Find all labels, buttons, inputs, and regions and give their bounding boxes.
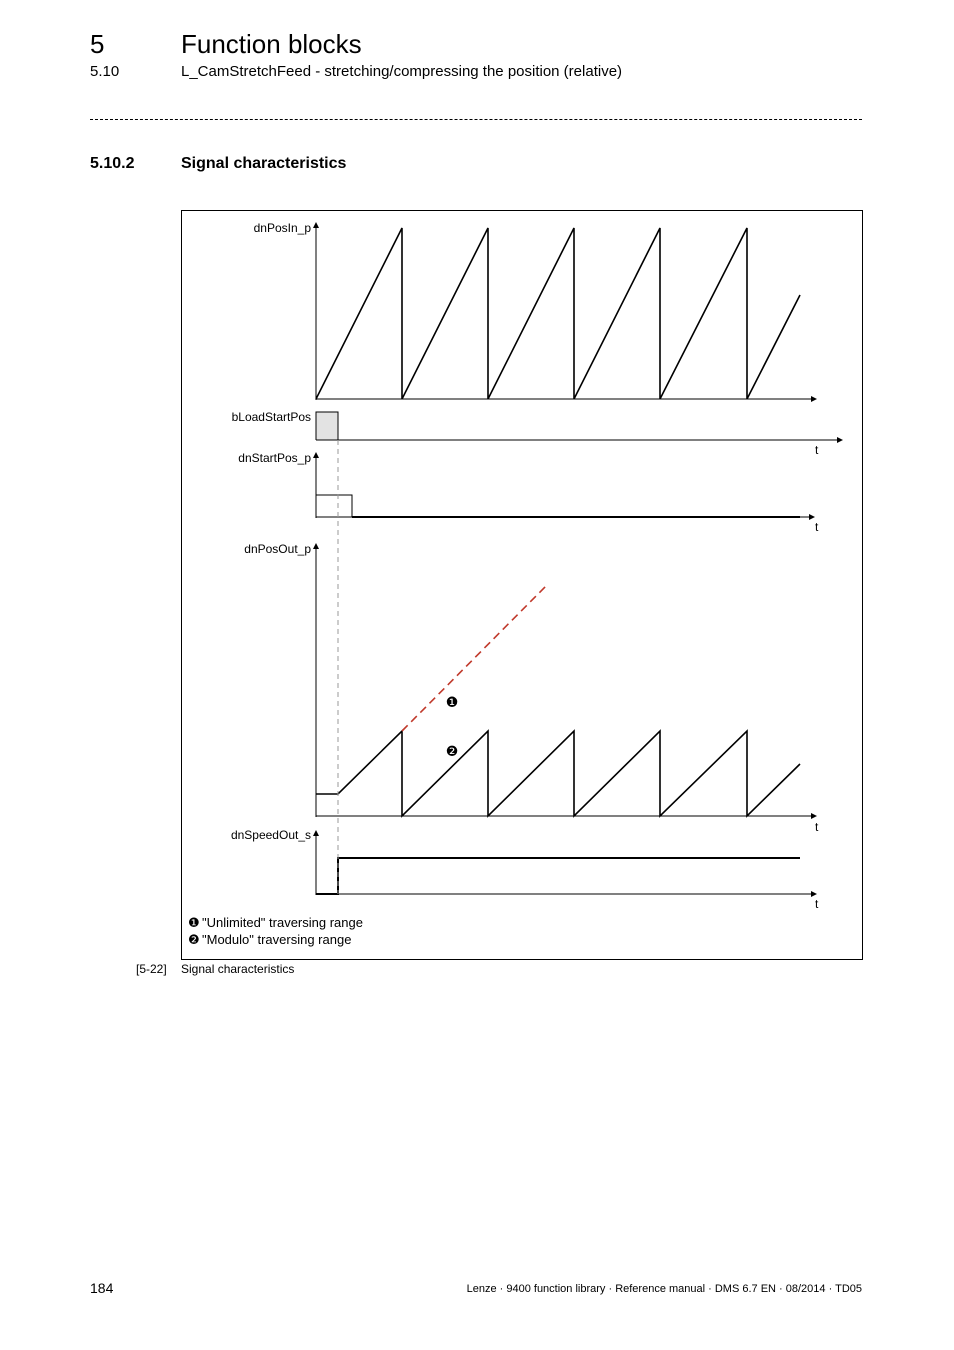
legend-text-modulo: "Modulo" traversing range xyxy=(202,932,352,947)
startpos-step xyxy=(316,495,352,517)
signal-diagram-svg xyxy=(182,211,862,959)
figure-caption-number: [5-22] xyxy=(136,962,167,976)
label-dnposout: dnPosOut_p xyxy=(244,542,311,556)
footer-text: Lenze · 9400 function library · Reference manual · DMS 6.7 EN · 08/2014 · TD05 xyxy=(466,1283,862,1295)
speedout-step xyxy=(316,858,800,894)
time-label-4: t xyxy=(815,897,819,911)
chapter-number: 5 xyxy=(90,29,105,59)
subchapter-number: 5.10 xyxy=(90,63,120,80)
posin-sawtooth xyxy=(316,228,800,399)
legend-item-unlimited xyxy=(188,915,363,931)
signal-diagram xyxy=(181,210,863,960)
marker-two: ❷ xyxy=(445,744,459,760)
time-label-3: t xyxy=(815,820,819,834)
section-title: Signal characteristics xyxy=(181,155,347,172)
subchapter-title: L_CamStretchFeed - stretching/compressing the position (relative) xyxy=(181,63,623,80)
legend-item-modulo xyxy=(188,932,351,948)
time-label-1: t xyxy=(815,443,819,457)
legend-text-unlimited: "Unlimited" traversing range xyxy=(202,915,363,930)
header-rule xyxy=(90,119,862,120)
label-bloadstartpos: bLoadStartPos xyxy=(231,410,311,424)
label-dnspeedout: dnSpeedOut_s xyxy=(230,828,311,842)
time-label-2: t xyxy=(815,520,819,534)
marker-one: ❶ xyxy=(445,695,459,711)
figure-caption-text: Signal characteristics xyxy=(181,962,295,976)
posout-sawtooth-modulo xyxy=(316,731,800,816)
loadstart-pulse-fill xyxy=(316,412,338,440)
page-number: 184 xyxy=(90,1280,114,1296)
legend-marker-one: ❶ xyxy=(188,915,200,930)
section-number: 5.10.2 xyxy=(90,155,135,172)
posout-unlimited-line xyxy=(402,584,548,731)
chapter-title: Function blocks xyxy=(181,29,362,59)
label-dnstartpos: dnStartPos_p xyxy=(238,451,311,465)
label-dnposin: dnPosIn_p xyxy=(253,221,311,235)
legend-marker-two: ❷ xyxy=(188,932,200,947)
